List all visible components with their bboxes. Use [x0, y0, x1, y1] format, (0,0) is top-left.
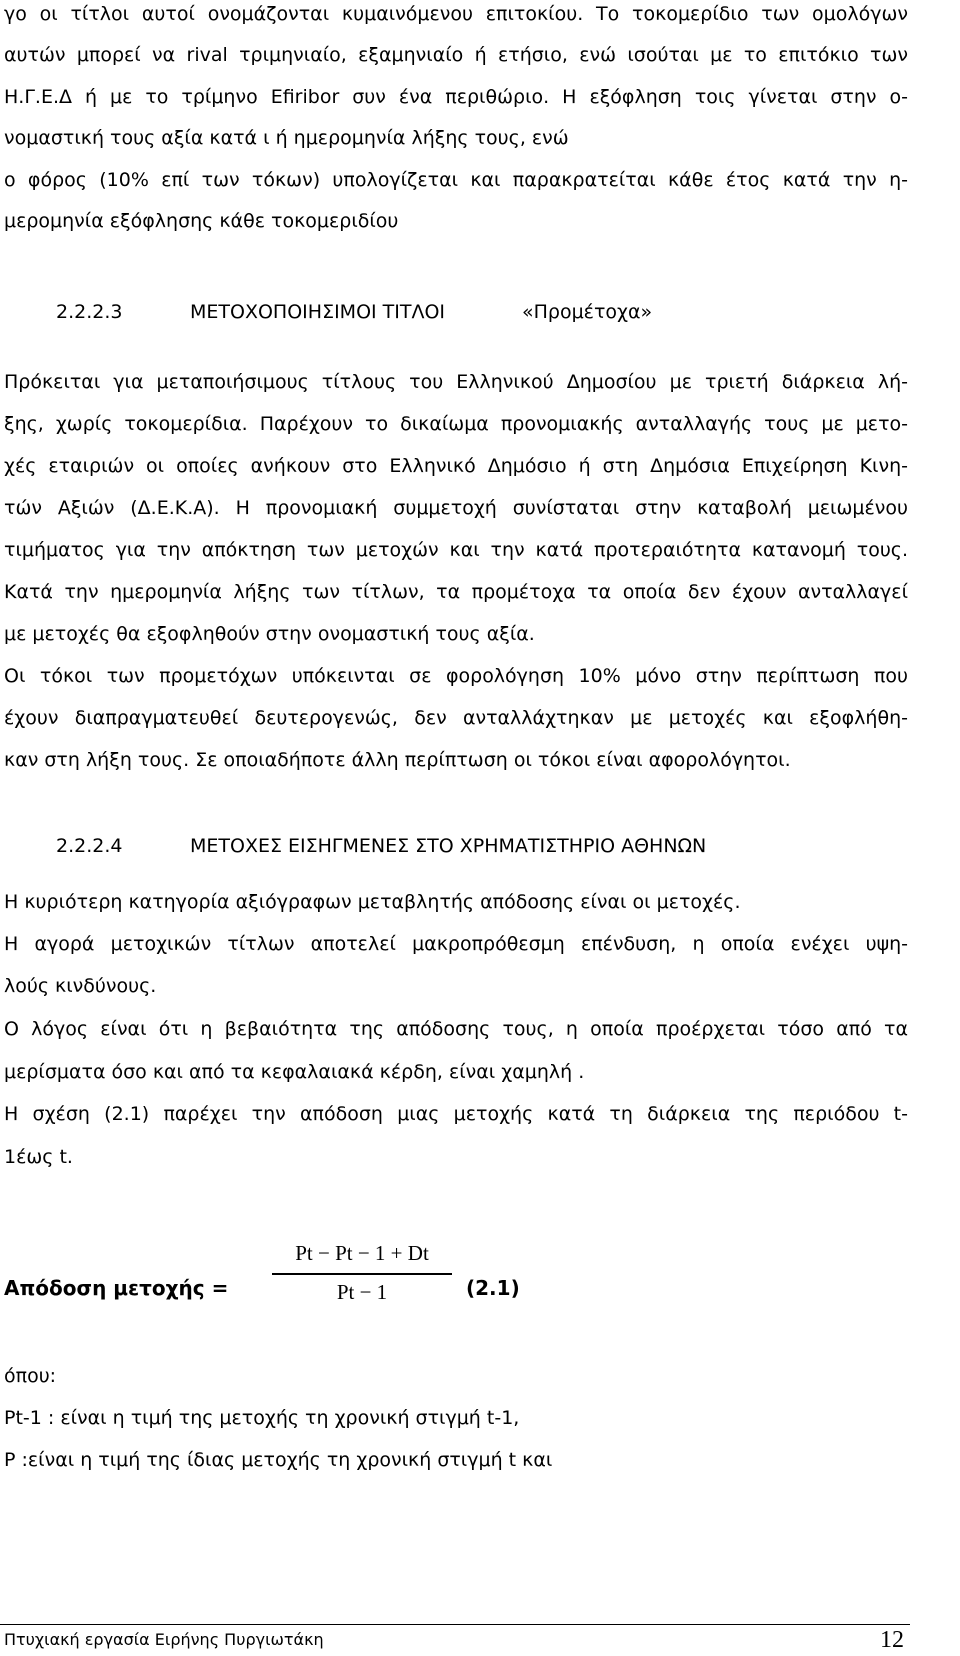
paragraph-line: μερομηνία εξόφλησης κάθε τοκομεριδίου — [4, 210, 399, 232]
paragraph-line: λούς κινδύνους. — [4, 975, 157, 997]
definition-line: όπου: — [4, 1365, 57, 1387]
footer-divider — [0, 1624, 910, 1625]
paragraph-line: τιμήματος για την απόκτηση των μετοχών και την κατά προτεραιότητα κατανομή τους. — [4, 539, 908, 561]
paragraph-line: ξης, χωρίς τοκομερίδια. Παρέχουν το δικαίωμα προνομιακής ανταλλαγής τους με μετο- — [4, 413, 908, 435]
paragraph-line: Η αγορά μετοχικών τίτλων αποτελεί μακροπρόθεσμη επένδυση, η οποία ενέχει υψη- — [4, 933, 908, 955]
paragraph-line: ο φόρος (10% επί των τόκων) υπολογίζεται και παρακρατείται κάθε έτος κατά την η- — [4, 169, 908, 191]
paragraph-line: μερίσματα όσο και από τα κεφαλαιακά κέρδη, είναι χαμηλή . — [4, 1061, 585, 1083]
formula-denominator: Pt − 1 — [336, 1280, 388, 1304]
section-subtitle: «Προμέτοχα» — [522, 301, 653, 323]
formula-label: Απόδοση μετοχής = — [4, 1276, 229, 1300]
section-number: 2.2.2.3 — [56, 301, 123, 323]
definition-line: Pt-1 : είναι η τιμή της μετοχής τη χρονική στιγμή t-1, — [4, 1407, 520, 1429]
paragraph-line: 1έως t. — [4, 1146, 73, 1168]
definition-line: P :είναι η τιμή της ίδιας μετοχής τη χρονική στιγμή t και — [4, 1449, 553, 1471]
paragraph-line: Η κυριότερη κατηγορία αξιόγραφων μεταβλητής απόδοσης είναι οι μετοχές. — [4, 891, 741, 913]
paragraph-line: γο οι τίτλοι αυτοί ονομάζονται κυμαινόμενου επιτοκίου. Το τοκομερίδιο των ομολόγων — [4, 3, 908, 25]
section-title: ΜΕΤΟΧΕΣ ΕΙΣΗΓΜΕΝΕΣ ΣΤΟ ΧΡΗΜΑΤΙΣΤΗΡΙΟ ΑΘΗΝΩΝ — [190, 835, 707, 857]
paragraph-line: Η.Γ.Ε.Δ ή με το τρίμηνο Efiribor συν ένα περιθώριο. Η εξόφληση τοις γίνεται στην ο- — [4, 86, 908, 108]
paragraph-line: αυτών μπορεί να rival τριμηνιαίο, εξαμηνιαίο ή ετήσιο, ενώ ισούται με το επιτόκιο των — [4, 44, 908, 66]
paragraph-line: χές εταιριών οι οποίες ανήκουν στο Ελληνικό Δημόσιο ή στη Δημόσια Επιχείρηση Κινη- — [4, 455, 908, 477]
paragraph-line: Πρόκειται για μεταποιήσιμους τίτλους του Ελληνικού Δημοσίου με τριετή διάρκεια λή- — [4, 371, 908, 393]
paragraph-line: καν στη λήξη τους. Σε οποιαδήποτε άλλη περίπτωση οι τόκοι είναι αφορολόγητοι. — [4, 749, 791, 771]
fraction-bar — [272, 1273, 452, 1275]
paragraph-line: τών Αξιών (Δ.Ε.Κ.Α). Η προνομιακή συμμετοχή συνίσταται στην καταβολή μειωμένου — [4, 497, 908, 519]
paragraph-line: με μετοχές θα εξοφληθούν στην ονομαστική τους αξία. — [4, 623, 535, 645]
paragraph-line: Ο λόγος είναι ότι η βεβαιότητα της απόδοσης τους, η οποία προέρχεται τόσο από τα — [4, 1018, 908, 1040]
formula-fraction — [272, 1240, 452, 1310]
section-title: ΜΕΤΟΧΟΠΟΙΗΣΙΜΟΙ ΤΙΤΛΟΙ — [190, 301, 446, 323]
footer-author: Πτυχιακή εργασία Ειρήνης Πυργιωτάκη — [4, 1630, 324, 1649]
equation-number: (2.1) — [466, 1276, 520, 1300]
paragraph-line: Η σχέση (2.1) παρέχει την απόδοση μιας μετοχής κατά τη διάρκεια της περιόδου t- — [4, 1103, 908, 1125]
section-number: 2.2.2.4 — [56, 835, 123, 857]
page-number: 12 — [880, 1627, 904, 1653]
paragraph-line: έχουν διαπραγματευθεί δευτερογενώς, δεν ανταλλάχτηκαν με μετοχές και εξοφλήθη- — [4, 707, 908, 729]
paragraph-line: Οι τόκοι των προμετόχων υπόκεινται σε φορολόγηση 10% μόνο στην περίπτωση που — [4, 665, 908, 687]
paragraph-line: νομαστική τους αξία κατά ι ή ημερομηνία λήξης τους, ενώ — [4, 127, 569, 149]
paragraph-line: Κατά την ημερομηνία λήξης των τίτλων, τα προμέτοχα τα οποία δεν έχουν ανταλλαγεί — [4, 581, 908, 603]
formula-numerator: Pt − Pt − 1 + Dt — [295, 1241, 429, 1265]
